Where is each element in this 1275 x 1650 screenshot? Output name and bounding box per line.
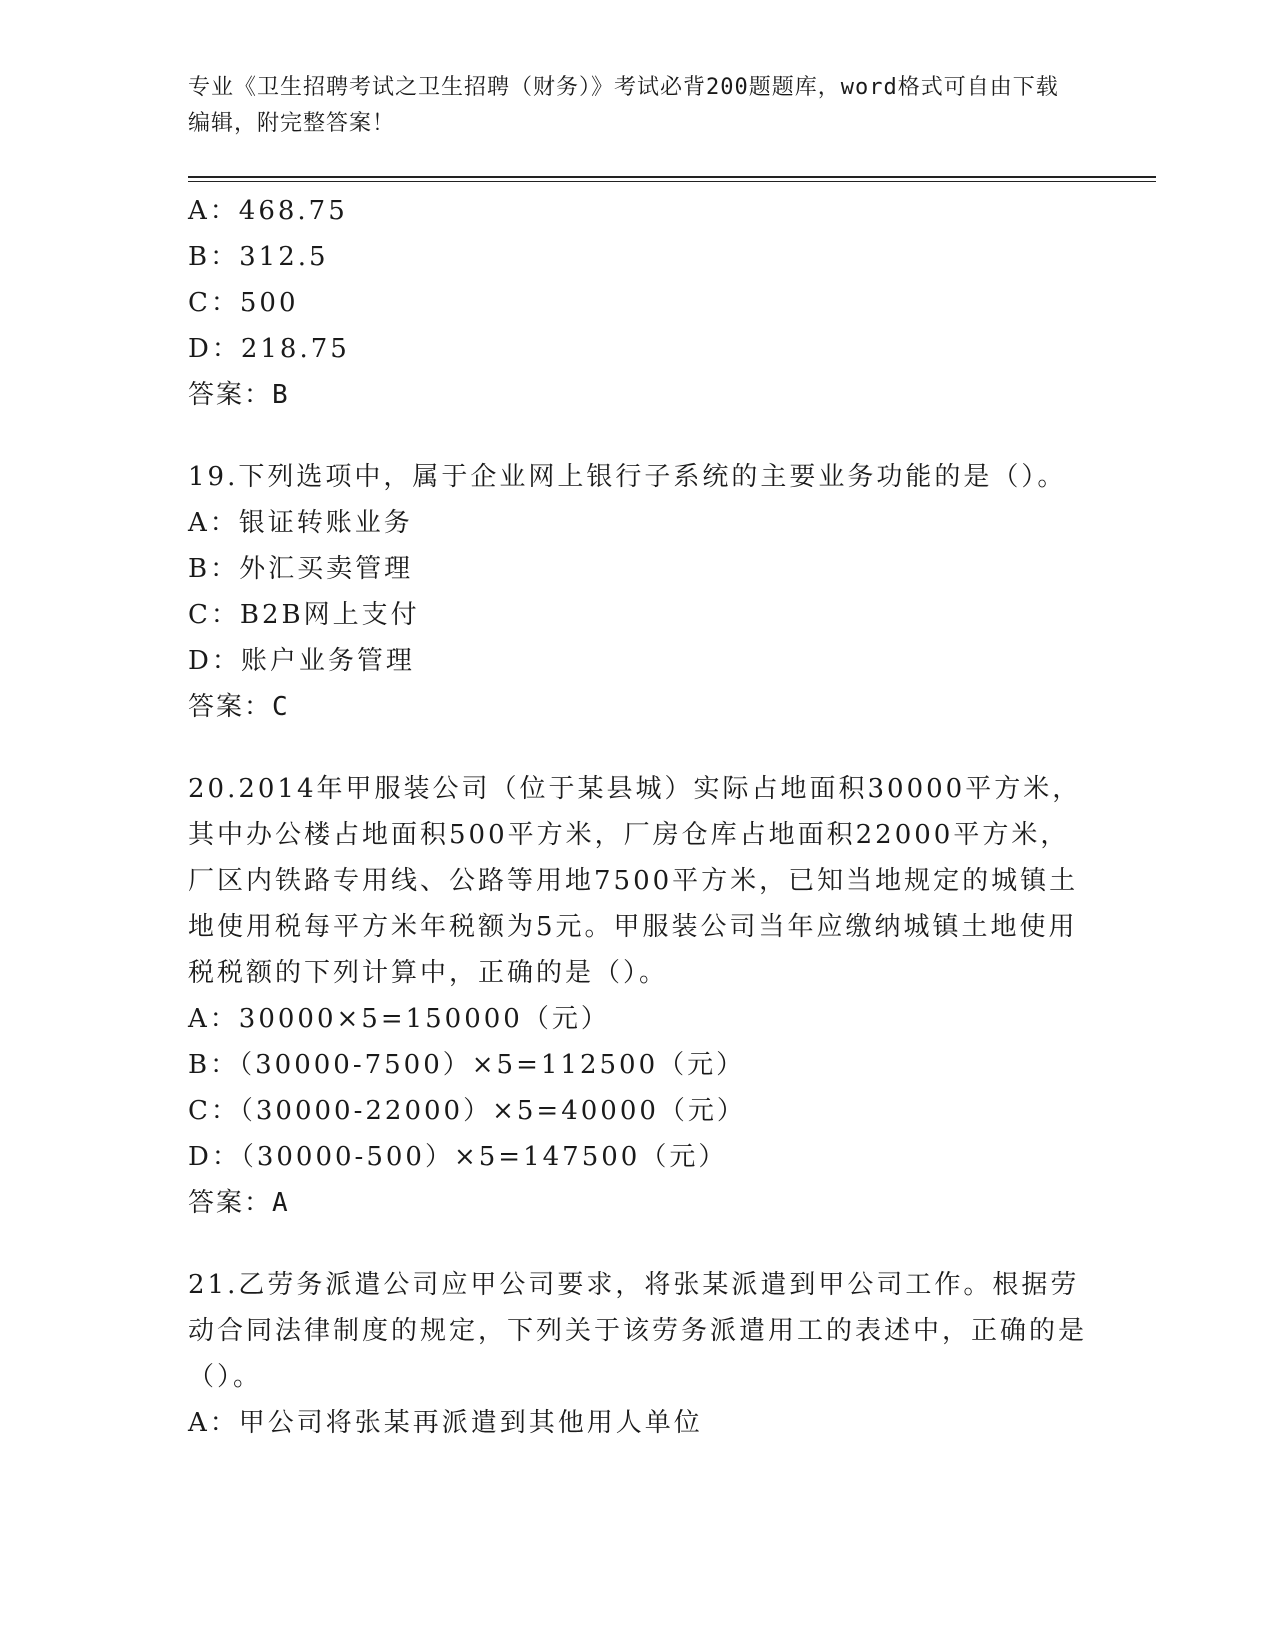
option-b: B：外汇买卖管理 bbox=[188, 554, 414, 584]
question-21 bbox=[188, 1262, 1088, 1446]
spacer bbox=[188, 730, 1088, 766]
option-c: C：500 bbox=[188, 288, 299, 318]
question-stem: 19.下列选项中，属于企业网上银行子系统的主要业务功能的是（）。 bbox=[188, 462, 1067, 492]
option-c: C：B2B网上支付 bbox=[188, 600, 420, 630]
question-20 bbox=[188, 766, 1088, 1226]
answer-line: 答案：C bbox=[188, 692, 290, 722]
spacer bbox=[188, 1226, 1088, 1262]
question-19 bbox=[188, 454, 1088, 730]
option-a: A：30000×5=150000（元） bbox=[188, 1004, 610, 1034]
question-18 bbox=[188, 188, 1088, 418]
option-a: A：468.75 bbox=[188, 196, 348, 226]
header-divider-thick bbox=[188, 176, 1156, 178]
option-c: C：（30000-22000）×5=40000（元） bbox=[188, 1096, 746, 1126]
option-b: B：（30000-7500）×5=112500（元） bbox=[188, 1050, 746, 1080]
question-list bbox=[188, 188, 1088, 1446]
option-a: A：银证转账业务 bbox=[188, 508, 413, 538]
header-divider-thin bbox=[188, 181, 1156, 182]
document-header: 专业《卫生招聘考试之卫生招聘（财务）》考试必背200题题库，word格式可自由下载编辑，附完整答案！ bbox=[188, 75, 1059, 136]
option-d: D：（30000-500）×5=147500（元） bbox=[188, 1142, 728, 1172]
question-stem: 21.乙劳务派遣公司应甲公司要求，将张某派遣到甲公司工作。根据劳动合同法律制度的规定，下列关于该劳务派遣用工的表述中，正确的是（）。 bbox=[188, 1270, 1088, 1392]
option-d: D：218.75 bbox=[188, 334, 350, 364]
option-b: B：312.5 bbox=[188, 242, 329, 272]
spacer bbox=[188, 418, 1088, 454]
question-stem: 20.2014年甲服装公司（位于某县城）实际占地面积30000平方米，其中办公楼占地面积500平方米，厂房仓库占地面积22000平方米，厂区内铁路专用线、公路等用地7500平方米，已知当地规定的城镇土地使用税每平方米年税额为5元。甲服装公司当年应缴纳城镇土地使用税税额的下列计算中，正确的是（）。 bbox=[188, 774, 1082, 988]
option-a: A：甲公司将张某再派遣到其他用人单位 bbox=[188, 1408, 703, 1438]
answer-line: 答案：A bbox=[188, 1188, 290, 1218]
answer-line: 答案：B bbox=[188, 380, 290, 410]
option-d: D：账户业务管理 bbox=[188, 646, 415, 676]
